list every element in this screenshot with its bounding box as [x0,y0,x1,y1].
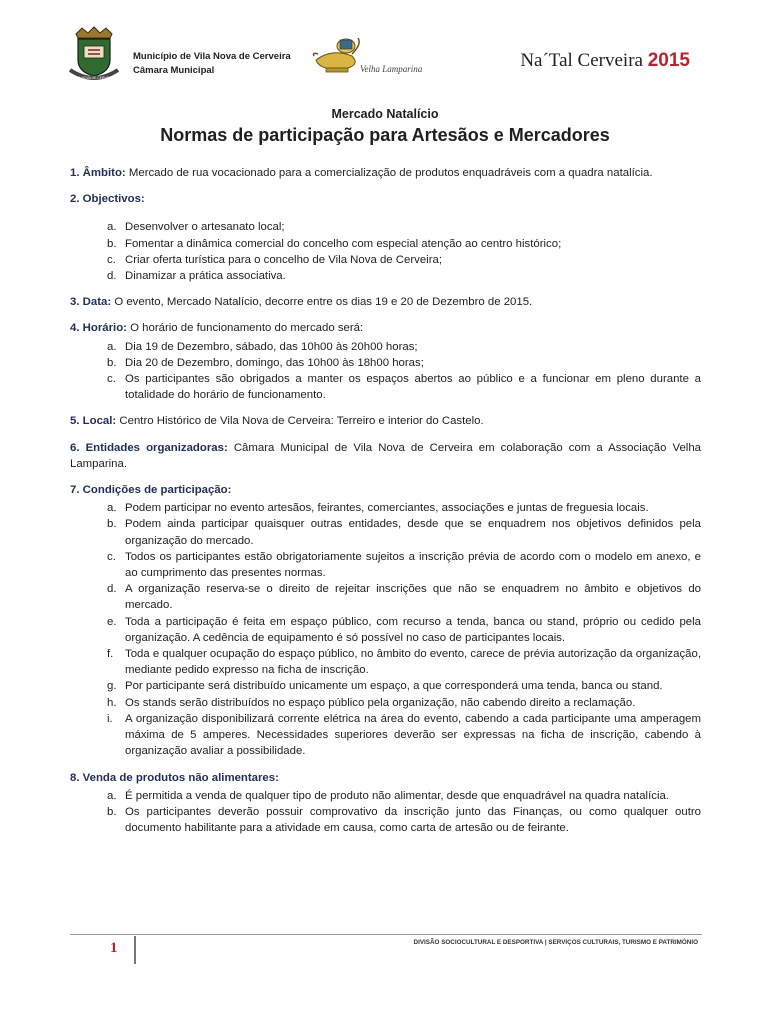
event-brand-name: Na´Tal Cerveira [520,50,643,71]
list-item-marker: b. [107,237,117,250]
list-item [107,252,701,268]
section-label: Venda de produtos não alimentares: [82,771,279,784]
list-item-marker: i. [107,712,113,725]
municipality-block [133,50,291,78]
footer-vertical-bar [134,936,136,964]
municipality-name: Município de Vila Nova de Cerveira [133,51,291,62]
list-item-marker: a. [107,221,117,234]
list-item-text: A organização disponibilizará corrente elétrica na área do evento, cabendo a cada participante uma amperagem máxima de 5 amperes. Necessidades superiores deverão ser expressas na ficha de inscrição, cabendo à organização avaliar a possibilidade. [125,712,701,758]
document-body [70,165,701,846]
section-horario [70,320,701,336]
section-text: Câmara Municipal de Vila Nova de Cerveira em colaboração com a Associação Velha Lamparina. [70,441,702,470]
list-item [107,236,701,252]
list-item-marker: d. [107,583,117,596]
lamp-logo-text: Velha Lamparina [360,64,423,74]
list-item-marker: h. [107,696,117,709]
crest-band-text: VILA NOVA DE CERVEIRA [73,76,115,80]
list-item-marker: c. [107,550,116,563]
section-number: 4. [70,322,80,335]
section-label: Entidades organizadoras: [85,441,228,454]
list-item-text: Desenvolver o artesanato local; [125,221,285,234]
municipal-crest-icon [66,26,122,82]
list-item-text: Criar oferta turística para o concelho de Vila Nova de Cerveira; [125,253,442,266]
list-item [107,516,701,548]
horario-list [70,339,701,404]
list-item-text: Fomentar a dinâmica comercial do concelho com especial atenção ao centro histórico; [125,237,562,250]
section-ambito [70,165,701,181]
velha-lamparina-logo-icon [312,34,432,78]
list-item-marker: e. [107,615,117,628]
list-item [107,268,701,284]
section-local [70,413,701,429]
footer-divider [70,934,702,935]
section-data [70,294,701,310]
list-item [107,711,701,760]
section-text: Centro Histórico de Vila Nova de Cerveira: Terreiro e interior do Castelo. [116,415,484,428]
list-item [107,614,701,646]
list-item-marker: a. [107,789,117,802]
section-number: 1. [70,167,80,179]
list-item-text: Toda a participação é feita em espaço público, com recurso a tenda, banca ou stand, próprio ou cedido pela organização. A cedência de equipamento é só possível no caso de participantes locais. [125,615,701,644]
section-label: Data: [82,296,112,309]
document-subtitle: Mercado Natalício [331,107,439,121]
list-item [107,371,701,403]
list-item [107,581,701,613]
municipality-council: Câmara Municipal [133,65,215,76]
section-entidades [70,440,701,472]
list-item-text: Os participantes deverão possuir comprovativo da inscrição junto das Finanças, ou como qualquer outro documento habilitante para a atividade em causa, como carta de artesão ou de feirante. [125,805,701,835]
list-item-marker: d. [107,270,117,283]
list-item-text: Podem ainda participar quaisquer outras entidades, desde que se enquadrem nos objetivos definidos pela organização do mercado. [125,518,701,547]
list-item-marker: a. [107,502,117,515]
section-text: O horário de funcionamento do mercado será: [126,322,364,335]
list-item [107,646,701,678]
list-item-marker: g. [107,680,117,693]
list-item-text: Os stands serão distribuídos no espaço público pela organização, não cabendo direito a reclamação. [125,696,636,709]
section-number: 5. [70,415,80,428]
section-text: O evento, Mercado Natalício, decorre entre os dias 19 e 20 de Dezembro de 2015. [111,296,533,309]
list-item-marker: f. [107,648,114,661]
footer-department: DIVISÃO SOCIOCULTURAL E DESPORTIVA | SERVIÇOS CULTURAIS, TURISMO E PATRIMÓNIO [413,939,698,946]
section-number: 3. [70,296,80,309]
section-number: 8. [70,771,80,784]
list-item [107,695,701,711]
section-number: 2. [70,193,80,206]
section-label: Âmbito: [82,167,126,179]
section-label: Local: [82,415,117,428]
section-number: 6. [70,441,80,454]
list-item-marker: b. [107,518,117,531]
list-item-marker: b. [107,805,117,818]
list-item-marker: c. [107,253,116,266]
objectivos-list [70,219,701,284]
event-brand-year: 2015 [647,50,690,71]
section-number: 7. [70,484,80,497]
list-item [107,678,701,694]
list-item-text: Toda e qualquer ocupação do espaço público, no âmbito do evento, carece de prévia autorização da organização, mediante pedido expresso na ficha de inscrição. [125,648,701,677]
list-item [107,788,701,804]
list-item-text: Podem participar no evento artesãos, feirantes, comerciantes, associações e juntas de freguesia locais. [125,502,649,515]
list-item-text: Por participante será distribuído unicamente um espaço, a que corresponderá uma tenda, banca ou stand. [125,680,663,693]
list-item-text: Dinamizar a prática associativa. [125,270,286,283]
list-item [107,500,701,516]
list-item-text: Os participantes são obrigados a manter os espaços abertos ao público e a funcionar em pleno durante a totalidade do horário de funcionamento. [125,373,701,402]
event-brand [520,50,690,72]
list-item-marker: b. [107,356,117,369]
section-label: Objectivos: [82,193,145,206]
list-item-marker: c. [107,373,116,386]
section-venda [70,770,701,786]
list-item [107,804,701,836]
list-item-text: É permitida a venda de qualquer tipo de produto não alimentar, desde que enquadrável na quadra natalícia. [125,789,669,802]
venda-list [70,788,701,837]
section-objectivos [70,191,701,207]
section-condicoes [70,482,701,498]
list-item [107,549,701,581]
list-item-text: Dia 19 de Dezembro, sábado, das 10h00 às 20h00 horas; [125,340,418,353]
section-label: Condições de participação: [82,484,232,497]
list-item-text: A organização reserva-se o direito de rejeitar inscrições que não se enquadrem no âmbito e objetivos do mercado. [125,583,701,612]
condicoes-list [70,500,701,759]
section-label: Horário: [82,322,127,335]
list-item-marker: a. [107,340,117,353]
list-item [107,219,701,235]
list-item [107,355,701,371]
section-text: Mercado de rua vocacionado para a comercialização de produtos enquadráveis com a quadra natalícia. [125,167,653,179]
list-item-text: Dia 20 de Dezembro, domingo, das 10h00 às 18h00 horas; [125,356,424,369]
list-item [107,339,701,355]
document-title: Normas de participação para Artesãos e Mercadores [160,125,610,145]
list-item-text: Todos os participantes estão obrigatoriamente sujeitos a inscrição prévia de acordo com o modelo em anexo, e ao cumprimento das presentes normas. [125,550,701,580]
page-number: 1 [110,940,118,956]
